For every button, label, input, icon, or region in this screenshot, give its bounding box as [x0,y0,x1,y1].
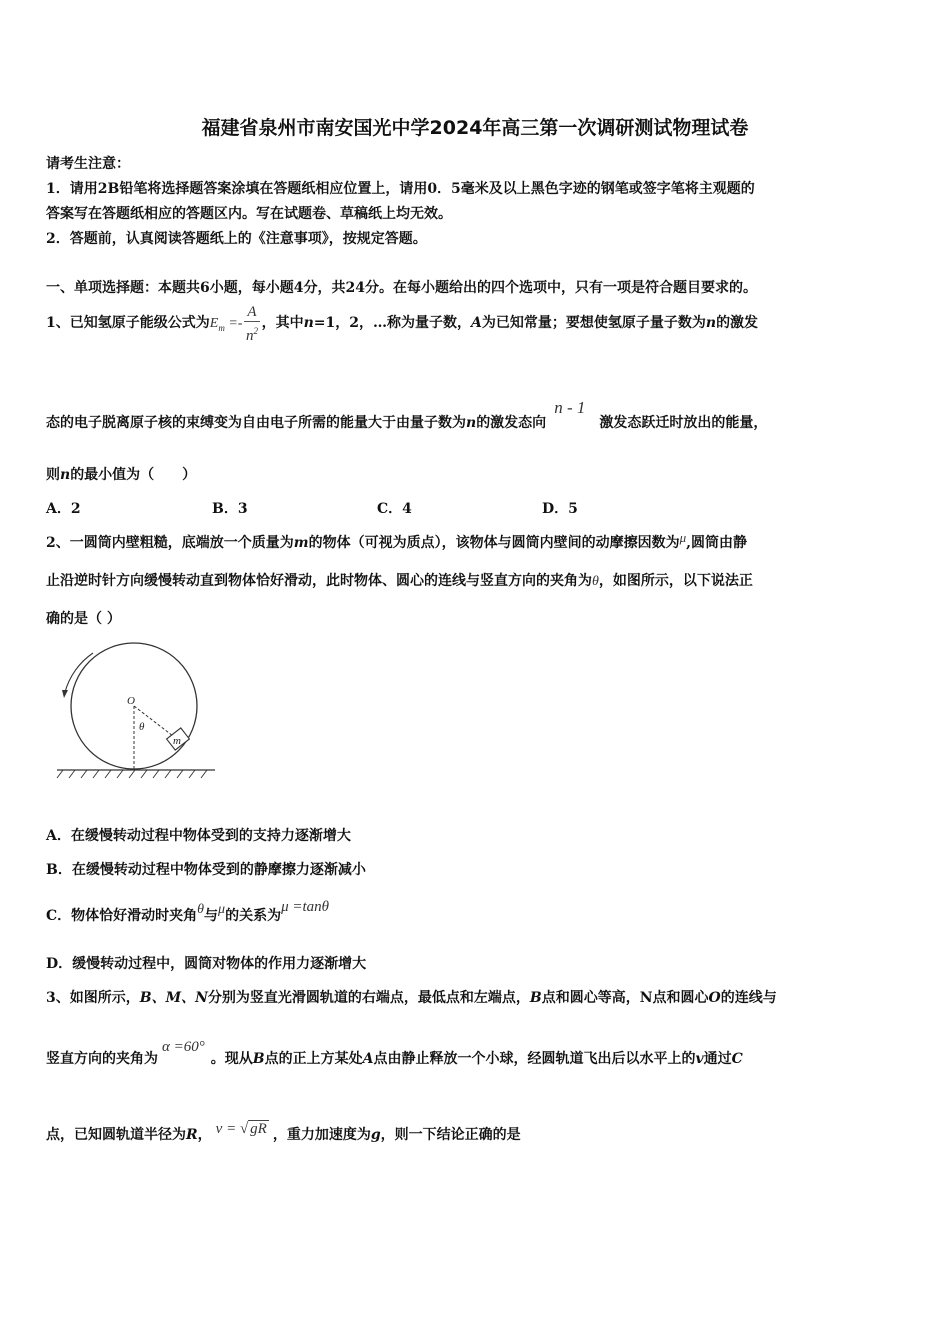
q1-option-c: C．4 [377,501,412,517]
notice-line-1a: 1．请用2B铅笔将选择题答案涂填在答题纸相应位置上，请用0．5毫米及以上黑色字迹的钢笔或签字笔将主观题的 [46,181,755,197]
q1-option-d: D．5 [542,501,578,517]
q2-option-b: B．在缓慢转动过程中物体受到的静摩擦力逐渐减小 [46,862,366,878]
q3-v-formula: v = √ gR [215,1121,267,1137]
q2-option-c-formula: μ =tanθ [281,899,330,915]
q3-line-2: 竖直方向的夹角为α =60°。现从B点的正上方某处A点由静止释放一个小球，经圆轨道飞出后以水平上的v通过C [46,1039,743,1067]
notice-heading: 请考生注意： [46,156,130,172]
q2-option-d: D．缓慢转动过程中，圆筒对物体的作用力逐渐增大 [46,956,367,972]
notice-line-1b: 答案写在答题纸相应的答题区内。写在试题卷、草稿纸上均无效。 [46,206,452,222]
q1-formula: $E_m$ =- $\frac{A}{n^2}$ [209,304,258,344]
mass-label: m [173,735,181,747]
q1-line-1: 1、已知氢原子能级公式为$E_m$ =- $\frac{A}{n^2}$ ，其中n=1，2，…称为量子数，A为已知常量；要想使氢原子量子数为n的激发 [46,304,759,344]
q1-n-minus-1: n - 1 [554,398,586,417]
q2-line-2: 止沿逆时针方向缓慢转动直到物体恰好滑动，此时物体、圆心的连线与竖直方向的夹角为θ，如图所示，以下说法正 [46,573,753,589]
q3-line-1: 3、如图所示，B、M、N分别为竖直光滑圆轨道的右端点，最低点和左端点，B点和圆心等高，N点和圆心O的连线与 [46,990,777,1006]
q2-option-c: C．物体恰好滑动时夹角θ与μ的关系为μ =tanθ [46,899,330,924]
notice-line-2: 2．答题前，认真阅读答题纸上的《注意事项》，按规定答题。 [46,231,427,247]
q2-line-1: 2、一圆筒内壁粗糙，底端放一个质量为m的物体（可视为质点），该物体与圆筒内壁间的动摩擦因数为μ,圆筒由静 [46,530,747,551]
q1-option-b: B．3 [212,501,248,517]
q1-line-3: 则n的最小值为（ ） [46,467,197,483]
q1-option-a: A．2 [46,501,81,517]
section-heading: 一、单项选择题：本题共6小题，每小题4分，共24分。在每小题给出的四个选项中，只有一项是符合题目要求的。 [46,280,757,296]
q2-line-3: 确的是（ ） [46,611,121,627]
center-label: O [127,695,135,707]
rotation-arrow-icon [65,653,93,692]
q3-alpha-formula: α =60° [162,1039,205,1055]
angle-label: θ [139,721,145,733]
q2-option-a: A．在缓慢转动过程中物体受到的支持力逐渐增大 [46,828,351,844]
rotation-arrow-head-icon [62,690,68,698]
cylinder-figure [55,640,225,785]
q3-line-3: 点，已知圆轨道半径为R， v = √ gR ，重力加速度为g，则一下结论正确的是 [46,1121,521,1143]
page-title: 福建省泉州市南安国光中学2024年高三第一次调研测试物理试卷 [201,117,749,139]
ground-hatching [57,770,207,778]
q1-line-2: 态的电子脱离原子核的束缚变为自由电子所需的能量大于由量子数为n的激发态向n - 1激发态跃迁时放出的能量， [46,398,768,431]
